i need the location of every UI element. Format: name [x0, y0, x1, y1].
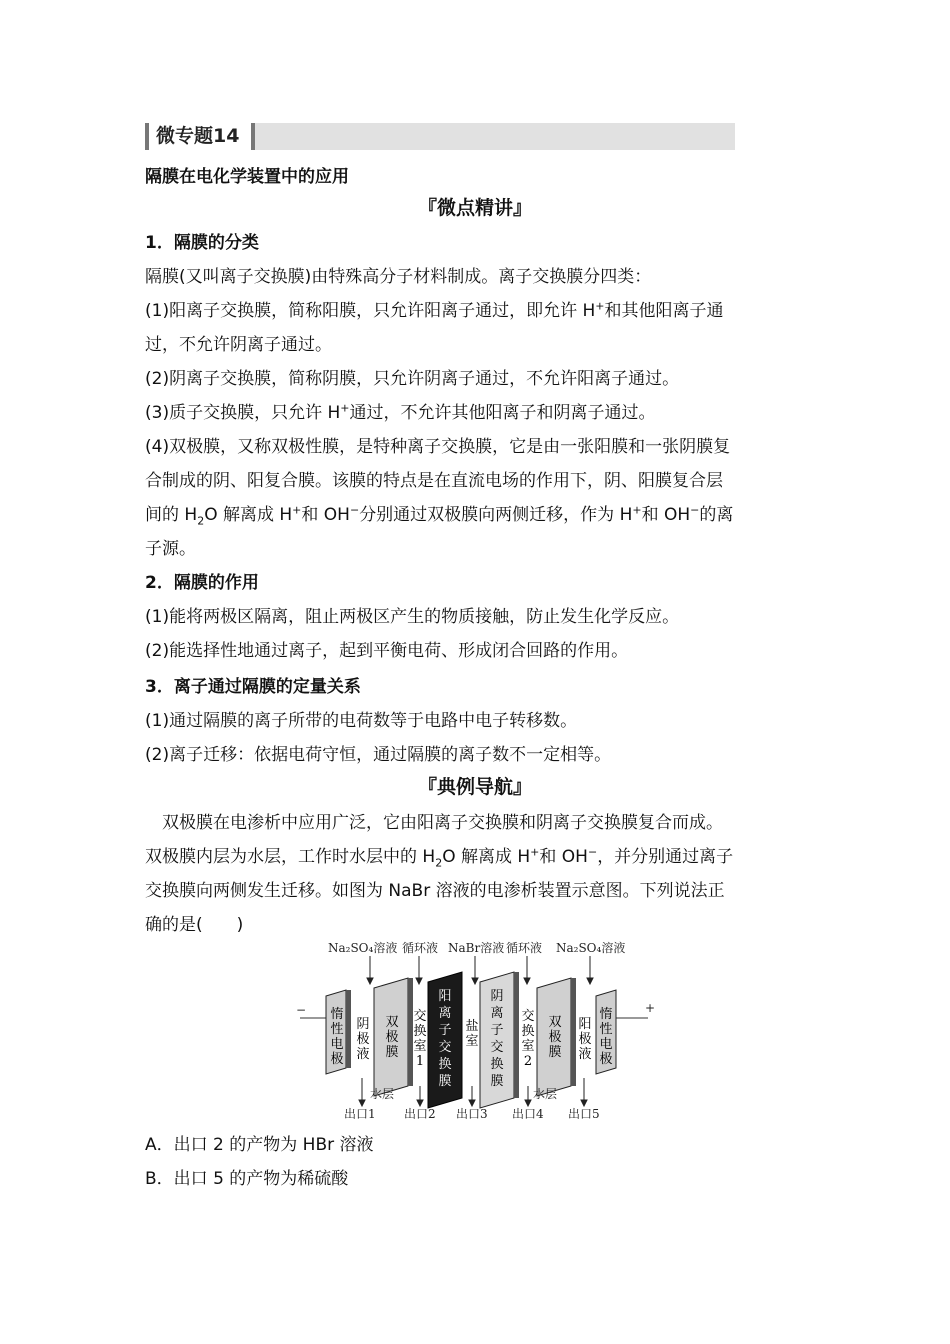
superscript: +: [530, 845, 540, 859]
section-head-points: 『微点精讲』: [417, 197, 532, 219]
text-span: 和 OH: [301, 505, 350, 525]
superscript: +: [340, 401, 350, 415]
outlet-3: 出口3: [456, 1107, 488, 1120]
char: 双: [548, 1015, 562, 1030]
char: 室: [413, 1039, 427, 1054]
text-span: O 解离成 H: [204, 505, 293, 525]
s2-item1: (1)能将两极区隔离，阻止两极区产生的物质接触，防止发生化学反应。: [145, 607, 680, 627]
salt-room-label: [465, 1018, 478, 1049]
text-span: 和 OH: [539, 847, 588, 867]
outlet-2: 出口2: [404, 1107, 436, 1120]
char: 极: [548, 1030, 562, 1045]
char: 1: [415, 1054, 425, 1069]
bipolar-left-label: [385, 1015, 398, 1060]
char: 极: [578, 1032, 592, 1047]
top-label-3: NaBr溶液: [448, 941, 505, 955]
text-span: 间的 H: [145, 505, 198, 525]
text-span: ，并分别通过离子: [597, 847, 734, 867]
bipolar-left-edge: [408, 978, 413, 1086]
text-span: 的离: [699, 505, 734, 525]
outlet-1: 出口1: [344, 1107, 376, 1120]
top-label-4: 循环液: [506, 941, 543, 955]
char: 交: [413, 1009, 427, 1024]
superscript: −: [349, 503, 360, 517]
example-line3: 交换膜向两侧发生迁移。如图为 NaBr 溶液的电渗析装置示意图。下列说法正: [145, 881, 725, 901]
text-span: 和 OH: [641, 505, 691, 525]
s1-item4-cont3: 子源。: [145, 539, 196, 559]
plus-sign: +: [645, 1001, 656, 1015]
char: 极: [599, 1052, 613, 1067]
example-line2: [145, 842, 810, 869]
s1-item3: [145, 398, 810, 423]
left-electrode-edge: [346, 990, 351, 1068]
char: 膜: [438, 1074, 452, 1089]
char: 性: [330, 1022, 344, 1037]
char: 阳: [578, 1017, 592, 1032]
char: 惰: [330, 1007, 344, 1022]
s1-item4-cont2: [145, 500, 810, 527]
exchange-room-1-label: [413, 1009, 426, 1069]
char: 换: [490, 1057, 504, 1072]
char: 极: [356, 1032, 370, 1047]
char: 室: [521, 1039, 535, 1054]
anion-membrane-edge: [514, 972, 519, 1098]
char: 极: [385, 1030, 399, 1045]
minus-sign: −: [296, 1003, 307, 1017]
top-label-5: Na₂SO₄溶液: [556, 941, 626, 955]
char: 离: [438, 1006, 452, 1021]
cathode-liquid-label: [356, 1017, 369, 1062]
s2-item2: (2)能选择性地通过离子，起到平衡电荷、形成闭合回路的作用。: [145, 641, 629, 661]
right-electrode-label: [599, 1006, 612, 1067]
char: 换: [438, 1057, 452, 1072]
topic-banner: [145, 123, 735, 150]
top-label-2: 循环液: [402, 941, 439, 955]
char: 电: [330, 1037, 344, 1052]
topic-tag: 微专题14: [145, 123, 255, 150]
bipolar-right-edge: [571, 978, 576, 1086]
char: 液: [356, 1047, 370, 1062]
s1-item4: (4)双极膜，又称双极性膜，是特种离子交换膜，它是由一张阳膜和一张阴膜复: [145, 437, 731, 457]
example-line1: 双极膜在电渗析中应用广泛，它由阳离子交换膜和阴离子交换膜复合而成。: [162, 813, 723, 833]
water-layer-right: 水层: [533, 1087, 558, 1101]
char: 双: [385, 1015, 399, 1030]
superscript: +: [632, 503, 642, 517]
outlet-4: 出口4: [512, 1107, 544, 1120]
anode-liquid-label: [578, 1017, 591, 1062]
char: 换: [413, 1024, 427, 1039]
char: 极: [330, 1052, 344, 1067]
section-head-example: 『典例导航』: [417, 776, 532, 798]
s3-title: 3．离子通过隔膜的定量关系: [145, 677, 361, 697]
superscript: +: [292, 503, 302, 517]
s1-title: 1．隔膜的分类: [145, 233, 259, 253]
s3-item1: (1)通过隔膜的离子所带的电荷数等于电路中电子转移数。: [145, 711, 578, 731]
s1-intro: 隔膜(又叫离子交换膜)由特殊高分子材料制成。离子交换膜分四类：: [145, 267, 652, 287]
option-b: B．出口 5 的产物为稀硫酸: [145, 1169, 349, 1189]
char: 换: [521, 1024, 535, 1039]
char: 交: [521, 1009, 535, 1024]
char: 惰: [599, 1007, 613, 1022]
subscript: 2: [197, 514, 205, 528]
s1-item1: [145, 296, 810, 321]
bipolar-right-label: [548, 1015, 561, 1060]
topic-title: 隔膜在电化学装置中的应用: [145, 167, 349, 187]
char: 交: [490, 1040, 504, 1055]
char: 膜: [490, 1074, 504, 1089]
exchange-room-2-label: [521, 1009, 534, 1069]
superscript: −: [690, 503, 700, 517]
char: 液: [578, 1047, 592, 1062]
text-span: (1)阳离子交换膜，简称阳膜，只允许阳离子通过，即允许 H: [145, 301, 596, 321]
char: 阴: [356, 1017, 370, 1032]
top-label-1: Na₂SO₄溶液: [328, 941, 398, 955]
char: 电: [599, 1037, 613, 1052]
char: 膜: [385, 1045, 399, 1060]
char: 子: [490, 1023, 504, 1038]
char: 交: [438, 1040, 452, 1055]
superscript: +: [595, 299, 605, 313]
outlet-5: 出口5: [568, 1107, 600, 1120]
text-span: 通过，不允许其他阳离子和阴离子通过。: [349, 403, 656, 423]
char: 盐: [465, 1019, 479, 1034]
s1-item2: (2)阴离子交换膜，简称阴膜，只允许阴离子通过，不允许阳离子通过。: [145, 369, 680, 389]
char: 子: [438, 1023, 452, 1038]
s1-item4-cont1: 合制成的阴、阳复合膜。该膜的特点是在直流电场的作用下，阴、阳膜复合层: [145, 471, 723, 491]
text-span: O 解离成 H: [442, 847, 531, 867]
char: 膜: [548, 1045, 562, 1060]
char: 室: [465, 1034, 479, 1049]
option-a: A．出口 2 的产物为 HBr 溶液: [145, 1135, 374, 1155]
char: 2: [523, 1054, 533, 1069]
text-span: 双极膜内层为水层，工作时水层中的 H: [145, 847, 436, 867]
s2-title: 2．隔膜的作用: [145, 573, 259, 593]
subscript: 2: [435, 856, 443, 870]
left-electrode-label: [330, 1006, 343, 1067]
superscript: −: [587, 845, 598, 859]
char: 离: [490, 1006, 504, 1021]
water-layer-left: 水层: [370, 1087, 395, 1101]
s1-item1-cont: 过，不允许阴离子通过。: [145, 335, 332, 355]
char: 性: [599, 1022, 613, 1037]
text-span: 分别通过双极膜向两侧迁移，作为 H: [359, 505, 633, 525]
example-line4: 确的是( ): [145, 915, 244, 935]
s3-item2: (2)离子迁移：依据电荷守恒，通过隔膜的离子数不一定相等。: [145, 745, 612, 765]
text-span: 和其他阳离子通: [604, 301, 724, 321]
electrodialysis-diagram: [290, 938, 660, 1120]
char: 阳: [438, 989, 452, 1004]
text-span: (3)质子交换膜，只允许 H: [145, 403, 341, 423]
char: 阴: [490, 989, 504, 1004]
